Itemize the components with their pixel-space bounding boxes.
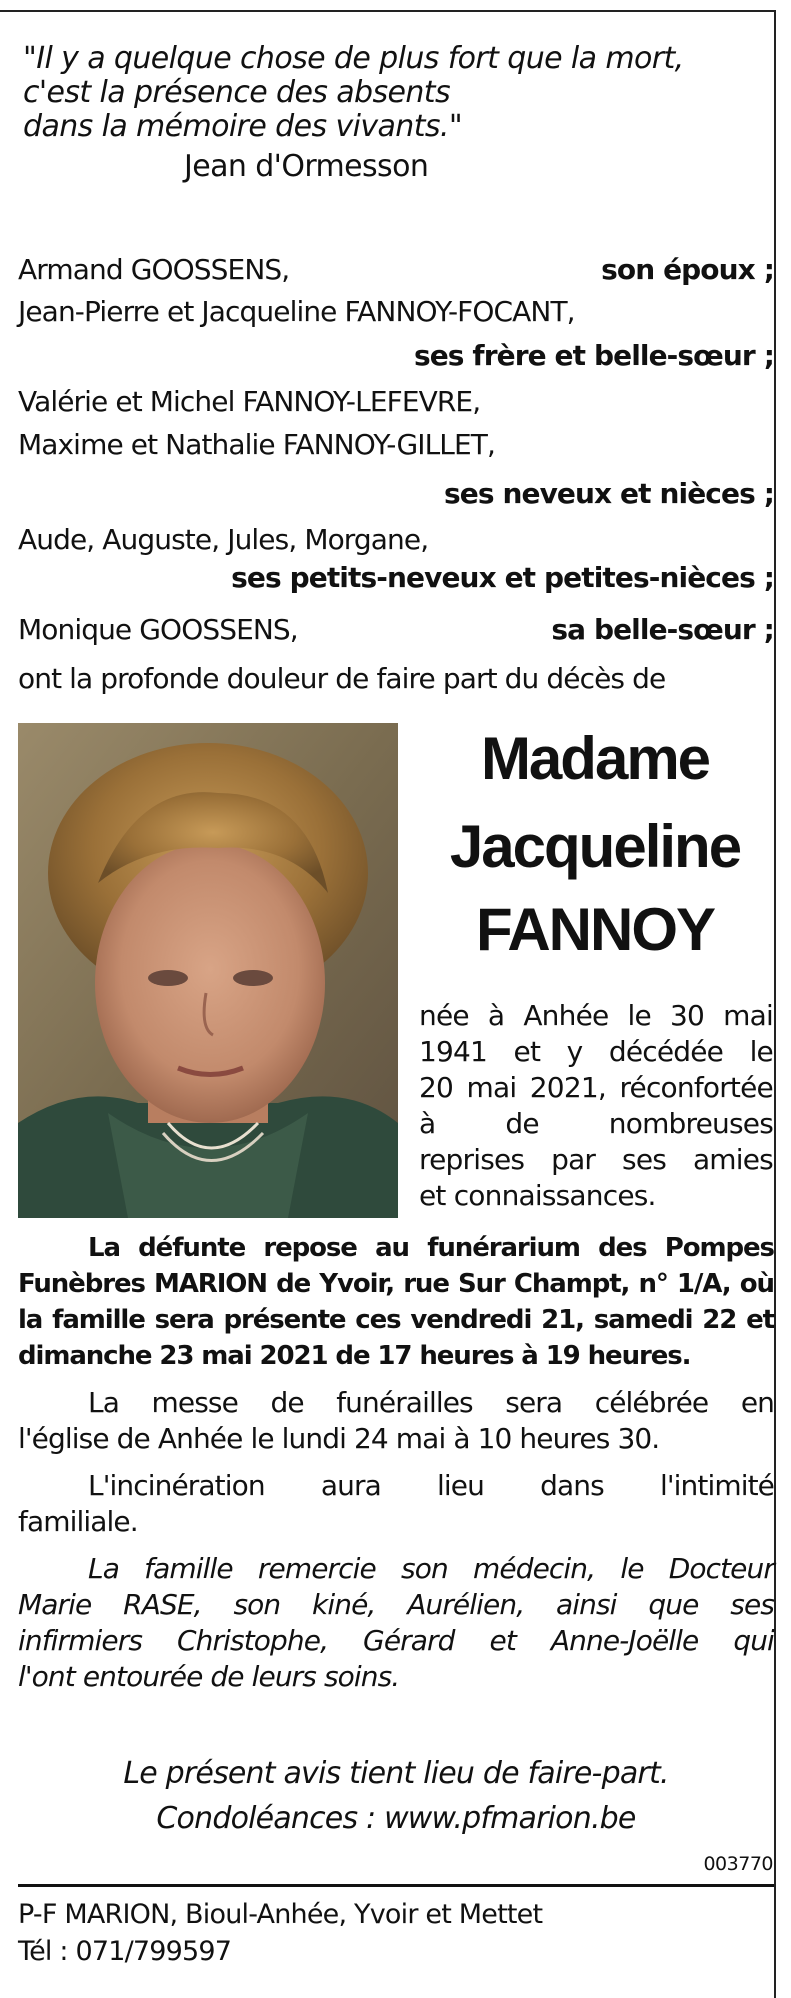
word: kiné, [312,1588,376,1621]
word: infirmiers [18,1624,143,1657]
word: repose [263,1233,357,1263]
family-row [18,385,774,419]
word: n° [638,1269,668,1299]
word: Christophe, [177,1624,329,1657]
text-line [18,1504,774,1540]
text-line [18,1338,774,1374]
word: rue [403,1269,449,1299]
text-line [18,1551,774,1587]
word: 1941 [419,1035,488,1068]
word: le [749,1035,773,1068]
family-relation: ses neveux et nièces ; [443,477,774,510]
word: La [88,1386,119,1419]
word: ses [622,1143,667,1176]
biography-text [419,998,773,1214]
quote-author: Jean d'Ormesson [184,149,429,184]
word: ainsi [556,1588,617,1621]
family-relation: sa belle-sœur ; [551,613,774,646]
text-line [18,1230,774,1266]
word: remercie [257,1552,376,1585]
text-line [419,1070,773,1106]
word: 1/A, [676,1269,731,1299]
word: célébrée [594,1386,709,1419]
word: la [18,1305,43,1335]
word: mai [723,999,773,1032]
word: Anne-Joëlle [550,1624,699,1657]
word: 21, [541,1305,584,1335]
word: décédée [608,1035,724,1068]
word: La [88,1233,120,1263]
announcement-text: ont la profonde douleur de faire part du décès de [18,662,666,695]
family-relation: ses frère et belle-sœur ; [413,339,774,372]
word: MARION [154,1269,267,1299]
word: reprises [419,1143,525,1176]
family-member: Jean-Pierre et Jacqueline FANNOY-FOCANT, [18,295,575,328]
word: Sur [458,1269,505,1299]
word: où [739,1269,774,1299]
word: née [419,999,469,1032]
word: en [740,1386,774,1419]
text-line [419,1034,773,1070]
portrait-image [18,723,398,1218]
family-member: Maxime et Nathalie FANNOY-GILLET, [18,428,495,461]
text-line [419,1142,773,1178]
cremation-paragraph [18,1468,774,1540]
word: le [620,1552,644,1585]
word: médecin, [473,1552,596,1585]
quote-line: "Il y a quelque chose de plus fort que la mort, [23,41,684,76]
word: funérailles [336,1386,473,1419]
family-row [18,523,774,557]
word: funérarium [427,1233,580,1263]
deceased-photo [18,723,398,1218]
word: 22 [702,1305,737,1335]
text-line [18,1659,774,1695]
word: 30 [670,999,705,1032]
quote-line: c'est la présence des absents [23,75,450,110]
word: de [276,1269,311,1299]
word: l'ont entourée de leurs soins. [18,1660,400,1693]
family-relation: son époux ; [601,253,774,286]
text-line [419,1178,773,1214]
family-relation: ses petits-neveux et petites-nièces ; [231,561,774,594]
epigraph-quote [23,42,743,144]
word: Aurélien, [407,1588,525,1621]
mass-paragraph [18,1385,774,1457]
text-line [18,1302,774,1338]
notice-code: 003770 [703,1853,773,1875]
word: des [598,1233,647,1263]
word: y [566,1035,583,1068]
deceased-first-name: Jacqueline [449,813,741,880]
word: sera [505,1386,563,1419]
word: L'incinération [88,1469,265,1502]
word: et [513,1035,541,1068]
word: le [627,999,651,1032]
family-member: Armand GOOSSENS, [18,253,290,286]
word: 2021, [529,1071,606,1104]
family-member: Valérie et Michel FANNOY-LEFEVRE, [18,385,481,418]
word: et [489,1624,516,1657]
funeral-home-phone: Tél : 071/799597 [18,1936,232,1967]
family-row [18,253,774,287]
word: Champt, [513,1269,630,1299]
word: par [551,1143,596,1176]
word: ces [355,1305,401,1335]
word: ses [730,1588,774,1621]
deceased-last-name: FANNOY [475,896,715,963]
word: Marie [18,1588,92,1621]
word: aura [320,1469,381,1502]
text-line [419,1106,773,1142]
announcement-line [18,662,774,696]
word: samedi [593,1305,693,1335]
text-line [18,1587,774,1623]
word: RASE, [123,1588,202,1621]
word: de [505,1107,539,1140]
text-line [18,1623,774,1659]
word: mai [466,1071,517,1104]
word: Docteur [668,1552,774,1585]
family-row [18,295,774,329]
text-line [18,1468,774,1504]
word: au [375,1233,409,1263]
word: dans [540,1469,604,1502]
family-member: Monique GOOSSENS, [18,613,298,646]
frame-top-border [0,10,775,12]
family-row [18,613,774,647]
frame-right-border [774,10,776,1998]
word: Gérard [363,1624,455,1657]
funeral-home-name: P-F MARION, Bioul-Anhée, Yvoir et Mettet [18,1899,543,1930]
word: La [88,1552,119,1585]
word: de [270,1386,304,1419]
footer-separator [18,1884,774,1887]
word: amies [692,1143,773,1176]
text-line [18,1421,774,1457]
word: qui [733,1624,774,1657]
word: à [487,999,505,1032]
text-line [18,1266,774,1302]
word: à [419,1107,436,1140]
text-line [18,1385,774,1421]
word: réconfortée [619,1071,773,1104]
word: messe [151,1386,238,1419]
wake-paragraph [18,1230,774,1374]
deceased-title: Madame [480,725,710,792]
condolences-line: Condoléances : www.pfmarion.be [156,1801,636,1836]
word: famille [144,1552,233,1585]
word: l'église de Anhée le lundi 24 mai à 10 heures 30. [18,1422,660,1455]
word: Pompes [664,1233,774,1263]
word: 20 [419,1071,454,1104]
word: l'intimité [659,1469,774,1502]
word: son [233,1588,281,1621]
word: Funèbres [18,1269,145,1299]
thanks-paragraph [18,1551,774,1695]
word: Anhée [523,999,609,1032]
word: son [401,1552,448,1585]
word: sera [154,1305,214,1335]
word: nombreuses [608,1107,773,1140]
text-line [419,998,773,1034]
word: et [746,1305,774,1335]
family-row [18,428,774,462]
closing-notice: Le présent avis tient lieu de faire-part. [123,1756,669,1791]
word: défunte [138,1233,246,1263]
word: dimanche 23 mai 2021 de 17 heures à 19 heures. [18,1341,691,1371]
word: que [648,1588,699,1621]
word: présente [223,1305,346,1335]
word: Yvoir, [319,1269,395,1299]
quote-line: dans la mémoire des vivants." [23,109,463,144]
word: famille [52,1305,145,1335]
word: vendredi [410,1305,532,1335]
word: et connaissances. [419,1179,656,1212]
family-member: Aude, Auguste, Jules, Morgane, [18,523,429,556]
word: familiale. [18,1505,138,1538]
word: lieu [437,1469,484,1502]
